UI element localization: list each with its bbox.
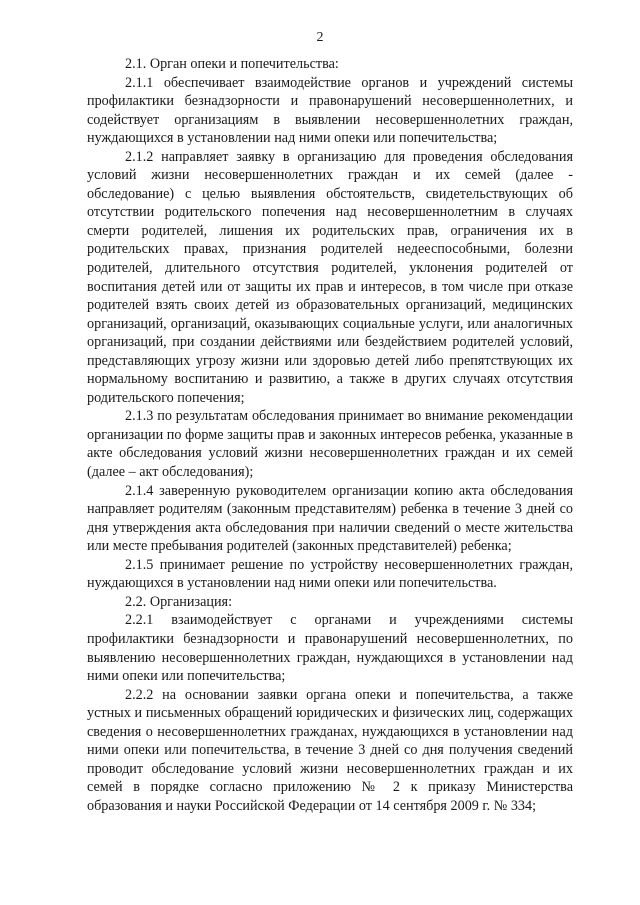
- clause-2-1-3: 2.1.3 по результатам обследования принимает во внимание рекомендации организации по форме защиты прав и законных интересов ребенка, указанные в акте обследования условий жизни несовершеннолетних граждан и их семей (далее – акт обследования);: [87, 408, 573, 481]
- clause-2-1-1: 2.1.1 обеспечивает взаимодействие органов и учреждений системы профилактики безнадзорности и правонарушений несовершеннолетних, и содействует организациям в выявлении несовершеннолетних граждан, нуждающихся в установлении над ними опеки или попечительства;: [87, 74, 573, 147]
- clause-2-2-2: 2.2.2 на основании заявки органа опеки и попечительства, а также устных и письменных обращений юридических и физических лиц, содержащих сведения о несовершеннолетних гражданах, нуждающихся в установлении над ними опеки или попечительства, в течение 3 дней со дня получения сведений проводит обследование условий жизни несовершеннолетних граждан и их семей в порядке согласно приложению № 2 к приказу Министерства образования и науки Российской Федерации от 14 сентября 2009 г. № 334;: [87, 686, 573, 814]
- clause-2-1-5: 2.1.5 принимает решение по устройству несовершеннолетних граждан, нуждающихся в установлении над ними опеки или попечительства.: [87, 556, 573, 592]
- clause-2-2-1: 2.2.1 взаимодействует с органами и учреждениями системы профилактики безнадзорности и правонарушений несовершеннолетних, по выявлению несовершеннолетних граждан, нуждающихся в установлении над ними опеки или попечительства;: [87, 612, 573, 685]
- clause-2-1-4: 2.1.4 заверенную руководителем организации копию акта обследования направляет родителям (законным представителям) ребенка в течение 3 дней со дня утверждения акта обследования при наличии сведений о месте жительства или месте пребывания родителей (законных представителей) ребенка;: [87, 482, 573, 555]
- page-number: 2: [316, 30, 324, 45]
- document-body: [87, 55, 573, 815]
- section-heading-2-2: 2.2. Организация:: [125, 593, 233, 610]
- clause-2-1-2: 2.1.2 направляет заявку в организацию для проведения обследования условий жизни несовершеннолетних граждан и их семей (далее - обследование) с целью выявления обстоятельств, свидетельствующих об отсутствии родительского попечения над несовершеннолетним в случаях смерти родителей, лишения их родительских прав, ограничения их в родительских правах, признания родителей недееспособными, болезни родителей, длительного отсутствия родителей, уклонения родителей от воспитания детей или от защиты их прав и интересов, в том числе при отказе родителей взять своих детей из образовательных организаций, медицинских организаций, организаций, оказывающих социальные услуги, или аналогичных организаций, при создании действиями или бездействием родителей условий, представляющих угрозу жизни или здоровью детей либо препятствующих их нормальному воспитанию и развитию, а также в других случаях отсутствия родительского попечения;: [87, 148, 573, 406]
- section-heading-2-1: 2.1. Орган опеки и попечительства:: [125, 56, 339, 72]
